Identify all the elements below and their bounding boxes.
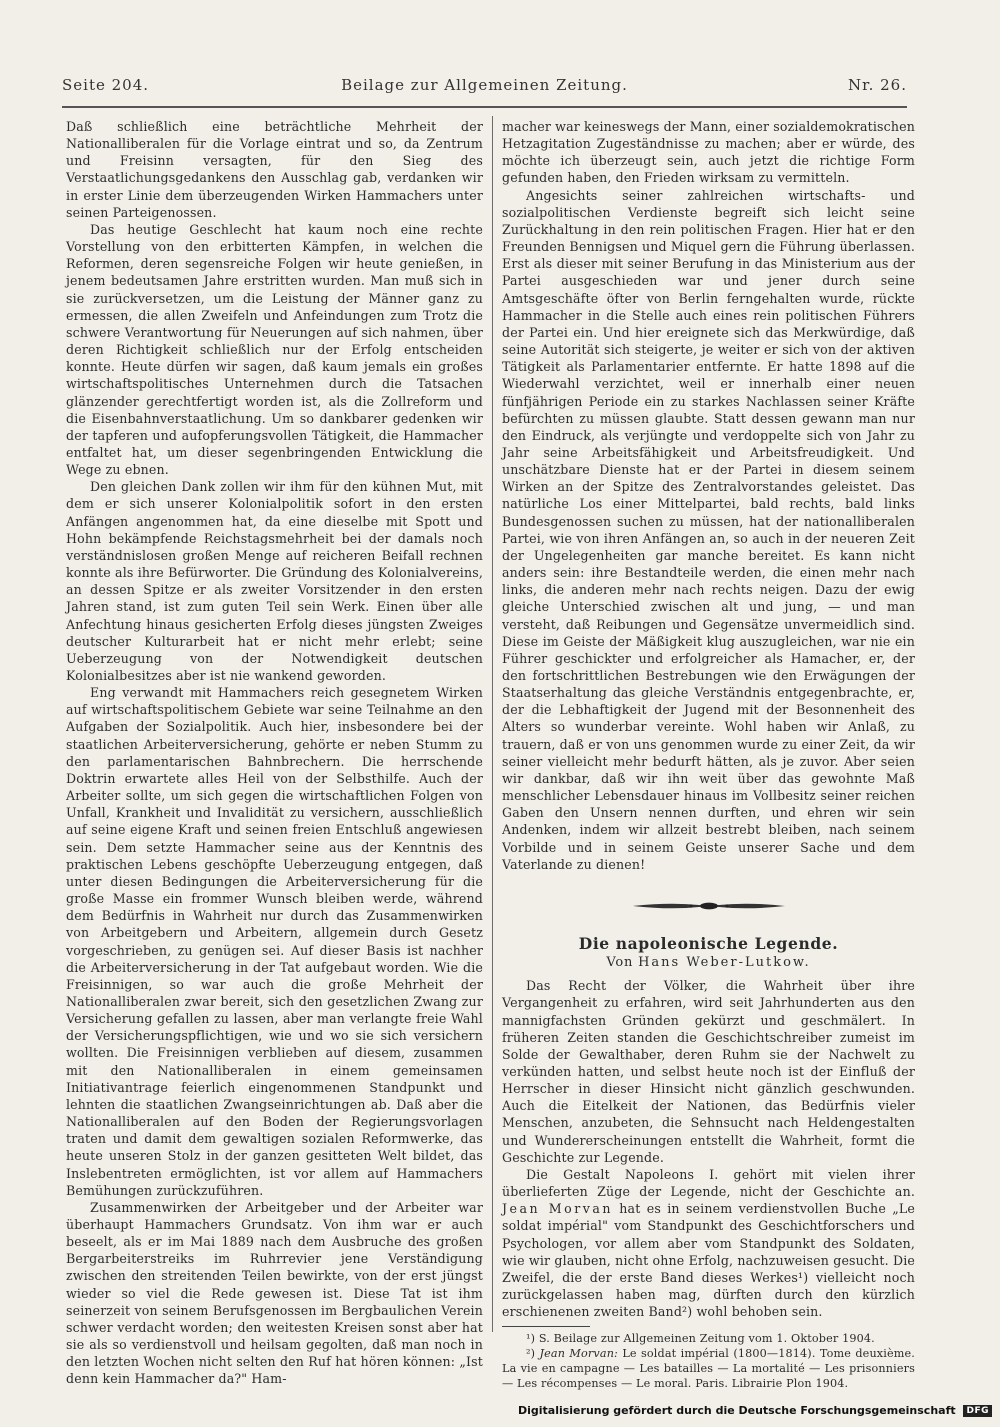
column-divider [492, 116, 493, 1332]
footnote-1: ¹) S. Beilage zur Allgemeinen Zeitung vom 1. Oktober 1904. [526, 1332, 875, 1346]
paragraph: macher war keineswegs der Mann, einer sozialdemokratischen Hetzagitation Zugeständnisse zu machen; aber er würde, des möchte ich überzeugt sein, auch jetzt die richtige Form gefunden haben, den Frieden wirksam zu vermitteln. [502, 119, 915, 186]
footnote-marker: ²) [526, 1347, 536, 1361]
footer-text: Digitalisierung gefördert durch die Deutsche Forschungsgemeinschaft [517, 1404, 956, 1417]
page-header [62, 76, 907, 102]
paragraph [502, 1166, 915, 1320]
right-column [502, 118, 916, 1391]
paragraph: Eng verwandt mit Hammachers reich gesegnetem Wirken auf wirtschaftspolitischem Gebiete war seine Teilnahme an den Aufgaben der Sozialpolitik. Auch hier, insbesondere bei der staatlichen Arbeiterversicherung, gehörte er neben Stumm zu den parlamentarischen Bahnbrechern. Die herrschende Doktrin erwartete alles Heil von der Selbsthilfe. Auch der Arbeiter sollte, um sich gegen die wirtschaftlichen Folgen von Unfall, Krankheit und Invalidität zu versichern, ausschließlich auf seine eigene Kraft und seinen freien Entschluß angewiesen sein. Dem setzte Hammacher seine aus der Kenntnis des praktischen Lebens geschöpfte Ueberzeugung entgegen, daß unter diesen Bedingungen die Arbeiterversicherung für die große Masse ein frommer Wunsch bleiben werde, während dem Bedürfnis in Wahrheit nur durch das Zusammenwirken von Arbeitgebern und Arbeitern, allgemein durch Gesetz vorgeschrieben, zu genügen sei. Auf dieser Basis ist nachher die Arbeiterversicherung in der Tat aufgebaut worden. Wie die Freisinnigen, so war auch die große Mehrheit der Nationalliberalen zwar bereit, sich den gesetzlichen Zwang zur Versicherung gefallen zu lassen, aber man verlangte freie Wahl der Versicherungspflichtigen, wie und wo sie sich versichern wollten. Die Freisinnigen verblieben auf diesem, zusammen mit den Nationalliberalen in einem gemeinsamen Initiativantrage feierlich eingenommenen Standpunkt und lehnten die staatlichen Zwangseinrichtungen ab. Daß aber die Nationalliberalen auf den Boden der Regierungsvorlagen traten und damit dem gewaltigen sozialen Reformwerke, das heute unseren Stolz in der ganzen gesitteten Welt bildet, das Inslebentreten ermöglichten, ist vor allem auf Hammachers Bemühungen zurückzuführen. [66, 685, 483, 1198]
issue-number: Nr. 26. [847, 76, 907, 94]
paragraph: Das heutige Geschlecht hat kaum noch eine rechte Vorstellung von den erbitterten Kämpfen, in welchen die Reformen, deren segensreiche Folgen wir heute genießen, in jenem bedeutsamen Jahre erstritten wurden. Man muß sich in sie zurückversetzen, um die Leistung der Männer ganz zu ermessen, die allen Zweifeln und Anfeindungen zum Trotz die schwere Verantwortung für Neuerungen auf sich nahmen, über deren Richtigkeit schließlich nur der Erfolg entscheiden konnte. Heute dürfen wir sagen, daß kaum jemals ein großes wirtschaftspolitisches Unternehmen durch die Tatsachen glänzender gerechtfertigt worden ist, als die Zollreform und die Eisenbahnverstaatlichung. Um so dankbarer gedenken wir der tapferen und aufopferungsvollen Tätigkeit, die Hammacher entfaltet hat, um dieser segenbringenden Entwicklung die Wege zu ebnen. [66, 221, 483, 478]
author-name-spaced: Jean Morvan [502, 1201, 613, 1217]
footnote-text: Le soldat impérial (1800—1814). Tome deuxième. La vie en campagne — Les batailles — La mortalité — Les prisonniers — Les récompenses — Le moral. Paris. Librairie Plon 1904. [502, 1347, 915, 1391]
paragraph: Angesichts seiner zahlreichen wirtschafts- und sozialpolitischen Verdienste begreift sich leicht seine Zurückhaltung in den rein politischen Fragen. Hier hat er den Freunden Bennigsen und Miquel gern die Führung überlassen. Erst als dieser mit seiner Berufung in das Ministerium aus der Partei ausgeschieden war und jener durch seine Amtsgeschäfte öfter von Berlin ferngehalten wurde, rückte Hammacher in die Stelle auch eines rein politischen Führers der Partei ein. Und hier ereignete sich das Merkwürdige, daß seine Autorität sich steigerte, je weiter er sich von der aktiven Tätigkeit als Parlamentarier entfernte. Er hatte 1898 auf die Wiederwahl verzichtet, weil er innerhalb einer neuen fünfjährigen Periode ein zu starkes Nachlassen seiner Kräfte befürchten zu müssen glaubte. Statt dessen gewann man nur den Eindruck, als verjüngte und verdoppelte sich von Jahr zu Jahr seine Arbeitsfähigkeit und Arbeitsfreudigkeit. Und unschätzbare Dienste hat er der Partei in diesem seinem Wirken an der Spitze des Zentralvorstandes geleistet. Das natürliche Los einer Mittelpartei, bald rechts, bald links Bundesgenossen suchen zu müssen, hat der nationalliberalen Partei, wie von ihren Anfängen an, so auch in der neueren Zeit der Ungelegenheiten gar manche bereitet. Es kann nicht anders sein: ihre Bestandteile werden, die einen mehr nach links, die anderen mehr nach rechts neigen. Dazu der ewig gleiche Unterschied zwischen alt und jung, — und man versteht, daß Reibungen und Gegensätze unvermeidlich sind. Diese im Geiste der Mäßigkeit klug auszugleichen, war nie ein Führer geschickter und erfolgreicher als Hamacher, er, der den fortschrittlichen Bestrebungen wie den Erwägungen der Staatserhaltung das gleiche Verständnis entgegenbrachte, er, der die Lebhaftigkeit der Jugend mit der Besonnenheit des Alters so wunderbar vereinte. Wohl haben wir Anlaß, zu trauern, daß er von uns genommen wurde zu einer Zeit, da wir seiner vielleicht mehr bedurft hätten, als je zuvor. Aber seien wir dankbar, daß wir ihn weit über das gewohnte Maß menschlicher Lebensdauer hinaus im Vollbesitz seiner reichen Gaben den Unsern nennen durften, und ehren wir sein Andenken, indem wir allzeit bestrebt bleiben, nach seinem Vorbilde und in seinem Geiste unserer Sache und dem Vaterlande zu dienen! [502, 187, 915, 872]
footnote-rule [502, 1326, 590, 1327]
byline-author: Hans Weber-Lutkow. [638, 955, 811, 971]
paragraph-text: hat es in seinem verdienstvollen Buche „Le soldat impérial" vom Standpunkt des Geschichtforschers und Psychologen, vor allem aber vom Standpunkt des Soldaten, wie wir glauben, nicht ohne Erfolg, nachzuweisen gesucht. Die Zweifel, die der erste Band dieses Werkes¹) vielleicht noch zurückgelassen haben mag, dürften durch den kürzlich erschienenen zweiten Band²) wohl behoben sein. [502, 1201, 916, 1320]
footnote-author: Jean Morvan: [539, 1347, 618, 1361]
left-column [66, 118, 483, 1387]
ornament-divider [629, 899, 789, 913]
paragraph: Zusammenwirken der Arbeitgeber und der Arbeiter war überhaupt Hammachers Grundsatz. Von ihm war er auch beseelt, als er im Mai 1889 nach dem Ausbruche des großen Bergarbeiterstreiks im Ruhrrevier jene Verständigung zwischen den streitenden Teilen bewirkte, von der erst jüngst wieder so viel die Rede gewesen ist. Diese Tat ist ihm seinerzeit von seinem Berufsgenossen im Bergbaulichen Verein schwer verdacht worden; den weitesten Kreisen sonst aber hat sie als so verdienstvoll und heilsam gegolten, daß man noch in den letzten Wochen nicht selten den Ruf hat hören können: „Ist denn kein Hammacher da?" Ham- [66, 1199, 483, 1387]
page-number: Seite 204. [62, 76, 150, 94]
paragraph: Daß schließlich eine beträchtliche Mehrheit der Nationalliberalen für die Vorlage eintrat und so, da Zentrum und Freisinn versagten, für den Sieg des Verstaatlichungsgedankens den Ausschlag gab, verdanken wir in erster Linie dem überzeugenden Wirken Hammachers unter seinen Parteigenossen. [66, 119, 483, 220]
header-rule [62, 106, 907, 108]
digitization-footer [518, 1404, 992, 1422]
paragraph-text: Die Gestalt Napoleons I. gehört mit vielen ihrer überlieferten Züge der Legende, nicht der Geschichte an. [502, 1166, 915, 1200]
article-byline [502, 954, 915, 971]
footnote-2 [502, 1346, 915, 1391]
dfg-logo: DFG [963, 1405, 992, 1417]
publication-title: Beilage zur Allgemeinen Zeitung. [341, 76, 628, 94]
article-title: Die napoleonische Legende. [578, 933, 839, 953]
paragraph: Den gleichen Dank zollen wir ihm für den kühnen Mut, mit dem er sich unserer Kolonialpolitik sofort in den ersten Anfängen angenommen hat, da eine dieselbe mit Spott und Hohn bekämpfende Reichstagsmehrheit bei der damals noch verständnislosen großen Menge auf reicheren Beifall rechnen konnte als ihre Befürworter. Die Gründung des Kolonialvereins, an dessen Spitze er als zweiter Vorsitzender in den ersten Jahren stand, ist zum guten Teil sein Werk. Einen über alle Anfechtung hinaus gesicherten Erfolg dieses jüngsten Zweiges deutscher Kulturarbeit hat er nicht mehr erlebt; seine Ueberzeugung von der Notwendigkeit deutschen Kolonialbesitzes aber ist nie wankend geworden. [66, 479, 483, 683]
paragraph: Das Recht der Völker, die Wahrheit über ihre Vergangenheit zu erfahren, wird seit Jahrhunderten aus den mannigfachsten Gründen gekürzt und geschmälert. In früheren Zeiten standen die Geschichtschreiber zumeist im Solde der Gewalthaber, deren Ruhm sie der Nachwelt zu verkünden hatten, und selbst heute noch ist der Einfluß der Herrscher in dieser Hinsicht nicht gänzlich geschwunden. Auch die Eitelkeit der Nationen, das Bedürfnis vieler Menschen, anzubeten, die Sehnsucht nach Heldengestalten und Wundererscheinungen entstellt die Wahrheit, formt die Geschichte zur Legende. [502, 978, 915, 1165]
byline-prefix: Von [606, 955, 634, 971]
